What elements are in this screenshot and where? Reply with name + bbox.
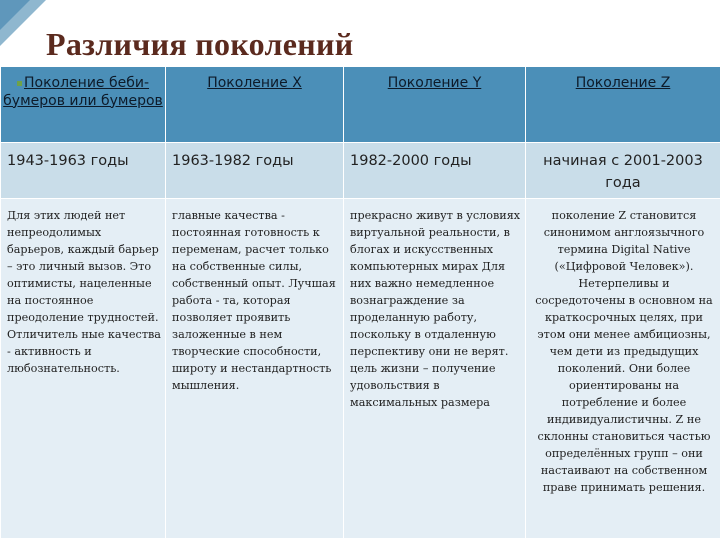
header-gen-z: Поколение Z xyxy=(526,67,720,143)
bullet-icon xyxy=(17,81,22,86)
description-gen-x: главные качества - постоянная готовность к переменам, расчет только на собственные силы, собственный опыт. Лучшая работа - та, которая позволяет проявить заложенные в нем творческие способности, широту и нестандартность мышления. xyxy=(166,199,344,539)
header-gen-x: Поколение X xyxy=(166,67,344,143)
description-gen-y: прекрасно живут в условиях виртуальной реальности, в блогах и искусственных компьютерных мирах Для них важно немедленное вознаграждение за проделанную работу, поскольку в отдаленную перспективу они не верят. цель жизни – получение удовольствия в максимальных размера xyxy=(344,199,526,539)
description-gen-z: поколение Z становится синонимом англоязычного термина Digital Native («Цифровой Человек»). Нетерпеливы и сосредоточены в основном на краткосрочных целях, при этом они менее амбициозны, чем дети из предыдущих поколений. Они более ориентированы на потребление и более индивидуалистичны. Z не склонны становиться частью определённых групп – они настаивают на собственном праве принимать решения. xyxy=(526,199,720,539)
header-boomers: Поколение беби-бумеров или бумеров xyxy=(1,67,166,143)
slide-title: Различия поколений xyxy=(46,26,354,62)
table-row-descriptions xyxy=(1,199,720,539)
header-gen-y: Поколение Y xyxy=(344,67,526,143)
description-boomers: Для этих людей нет непреодолимых барьеров, каждый барьер – это личный вызов. Это оптимисты, нацеленные на постоянное преодоление трудностей. Отличитель ные качества - активность и любознательность. xyxy=(1,199,166,539)
years-gen-y: 1982-2000 годы xyxy=(344,143,526,199)
table-header-row xyxy=(1,67,720,143)
years-boomers: 1943-1963 годы xyxy=(1,143,166,199)
years-gen-z: начиная с 2001-2003 года xyxy=(526,143,720,199)
years-gen-x: 1963-1982 годы xyxy=(166,143,344,199)
table-row-years xyxy=(1,143,720,199)
generations-table xyxy=(0,66,720,539)
corner-decoration xyxy=(0,0,46,46)
